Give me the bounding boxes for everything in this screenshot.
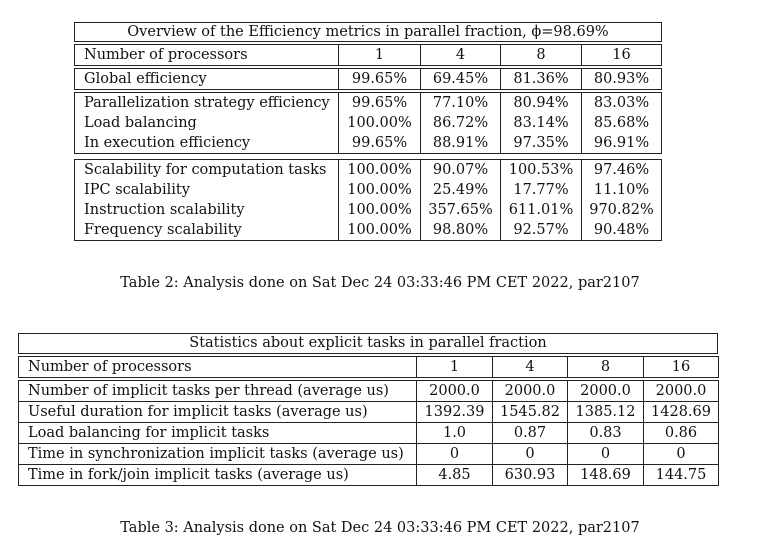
table-row xyxy=(75,200,662,220)
value-cell: 100.00% xyxy=(339,160,421,181)
table2-group xyxy=(74,92,662,154)
value-cell: 8 xyxy=(568,357,644,378)
value-cell: 2000.0 xyxy=(644,381,719,402)
table-row xyxy=(19,444,719,465)
value-cell: 1385.12 xyxy=(568,402,644,423)
row-label: Time in fork/join implicit tasks (average us) xyxy=(19,465,417,486)
value-cell: 100.53% xyxy=(501,160,582,181)
value-cell: 4 xyxy=(493,357,568,378)
value-cell: 2000.0 xyxy=(568,381,644,402)
table3-title-text: Statistics about explicit tasks in parallel fraction xyxy=(189,335,547,351)
value-cell: 8 xyxy=(501,45,582,66)
table-row xyxy=(75,160,662,181)
value-cell: 4 xyxy=(421,45,501,66)
row-label: IPC scalability xyxy=(75,180,339,200)
value-cell: 99.65% xyxy=(339,133,421,154)
value-cell: 86.72% xyxy=(421,113,501,133)
table3-caption: Table 3: Analysis done on Sat Dec 24 03:33:46 PM CET 2022, par2107 xyxy=(120,520,640,536)
value-cell: 11.10% xyxy=(582,180,662,200)
table2-group xyxy=(74,68,662,90)
value-cell: 148.69 xyxy=(568,465,644,486)
value-cell: 83.03% xyxy=(582,93,662,114)
value-cell: 100.00% xyxy=(339,200,421,220)
value-cell: 99.65% xyxy=(339,69,421,90)
value-cell: 25.49% xyxy=(421,180,501,200)
header-row xyxy=(75,45,662,66)
value-cell: 17.77% xyxy=(501,180,582,200)
row-label: Instruction scalability xyxy=(75,200,339,220)
value-cell: 0.86 xyxy=(644,423,719,444)
table2-title xyxy=(74,22,662,42)
row-label: Number of processors xyxy=(19,357,417,378)
row-label: Load balancing xyxy=(75,113,339,133)
value-cell: 1 xyxy=(417,357,493,378)
table-row xyxy=(19,423,719,444)
value-cell: 4.85 xyxy=(417,465,493,486)
value-cell: 16 xyxy=(582,45,662,66)
value-cell: 1545.82 xyxy=(493,402,568,423)
value-cell: 100.00% xyxy=(339,113,421,133)
table-row xyxy=(75,69,662,90)
header-row xyxy=(19,357,719,378)
row-label: Global efficiency xyxy=(75,69,339,90)
value-cell: 970.82% xyxy=(582,200,662,220)
value-cell: 85.68% xyxy=(582,113,662,133)
table3-header xyxy=(18,356,719,378)
table-row xyxy=(75,180,662,200)
value-cell: 1428.69 xyxy=(644,402,719,423)
row-label: Time in synchronization implicit tasks (average us) xyxy=(19,444,417,465)
value-cell: 88.91% xyxy=(421,133,501,154)
value-cell: 100.00% xyxy=(339,180,421,200)
value-cell: 1.0 xyxy=(417,423,493,444)
value-cell: 0 xyxy=(417,444,493,465)
value-cell: 630.93 xyxy=(493,465,568,486)
value-cell: 69.45% xyxy=(421,69,501,90)
value-cell: 96.91% xyxy=(582,133,662,154)
value-cell: 100.00% xyxy=(339,220,421,241)
table-row xyxy=(75,133,662,154)
row-label: In execution efficiency xyxy=(75,133,339,154)
value-cell: 97.46% xyxy=(582,160,662,181)
value-cell: 0 xyxy=(568,444,644,465)
value-cell: 16 xyxy=(644,357,719,378)
table3-title xyxy=(18,333,718,354)
value-cell: 80.94% xyxy=(501,93,582,114)
table-row xyxy=(19,465,719,486)
value-cell: 0 xyxy=(493,444,568,465)
table-row xyxy=(19,402,719,423)
row-label: Useful duration for implicit tasks (average us) xyxy=(19,402,417,423)
table3-body xyxy=(18,380,719,486)
value-cell: 90.07% xyxy=(421,160,501,181)
row-label: Scalability for computation tasks xyxy=(75,160,339,181)
table-row xyxy=(75,220,662,241)
table2-header xyxy=(74,44,662,66)
value-cell: 2000.0 xyxy=(493,381,568,402)
value-cell: 99.65% xyxy=(339,93,421,114)
table-row xyxy=(75,113,662,133)
value-cell: 1 xyxy=(339,45,421,66)
row-label: Load balancing for implicit tasks xyxy=(19,423,417,444)
table-row xyxy=(19,381,719,402)
value-cell: 144.75 xyxy=(644,465,719,486)
value-cell: 77.10% xyxy=(421,93,501,114)
value-cell: 611.01% xyxy=(501,200,582,220)
value-cell: 98.80% xyxy=(421,220,501,241)
table2-group xyxy=(74,159,662,241)
value-cell: 0 xyxy=(644,444,719,465)
value-cell: 357.65% xyxy=(421,200,501,220)
value-cell: 92.57% xyxy=(501,220,582,241)
value-cell: 0.87 xyxy=(493,423,568,444)
row-label: Frequency scalability xyxy=(75,220,339,241)
table-row xyxy=(75,93,662,114)
value-cell: 1392.39 xyxy=(417,402,493,423)
value-cell: 83.14% xyxy=(501,113,582,133)
value-cell: 90.48% xyxy=(582,220,662,241)
value-cell: 80.93% xyxy=(582,69,662,90)
value-cell: 97.35% xyxy=(501,133,582,154)
table2-title-text: Overview of the Efficiency metrics in parallel fraction, ϕ=98.69% xyxy=(127,24,609,40)
value-cell: 81.36% xyxy=(501,69,582,90)
row-label: Parallelization strategy efficiency xyxy=(75,93,339,114)
row-label: Number of implicit tasks per thread (average us) xyxy=(19,381,417,402)
value-cell: 0.83 xyxy=(568,423,644,444)
table2-caption: Table 2: Analysis done on Sat Dec 24 03:33:46 PM CET 2022, par2107 xyxy=(120,275,640,291)
row-label: Number of processors xyxy=(75,45,339,66)
value-cell: 2000.0 xyxy=(417,381,493,402)
